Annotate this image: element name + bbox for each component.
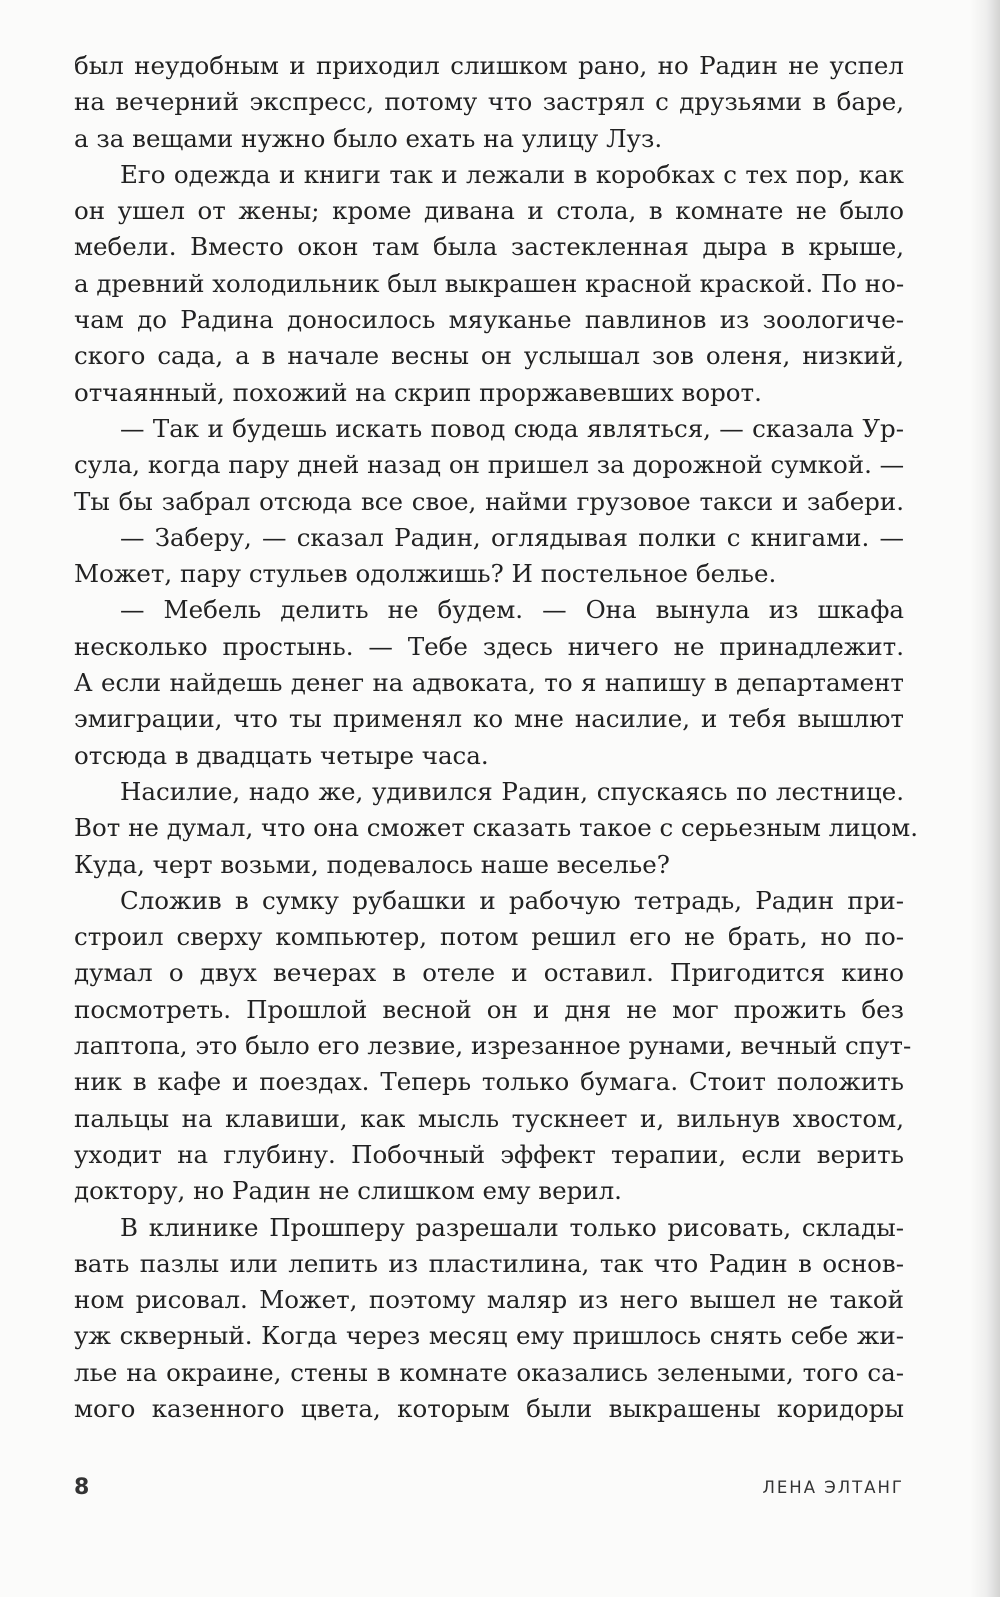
text-line: думал о двух вечерах в отеле и оставил. Пригодится кино [74,958,904,988]
text-line: Вот не думал, что она сможет сказать такое с серьезным лицом. [74,813,919,843]
page-edge-shadow [970,0,1000,1597]
text-line: — Так и будешь искать повод сюда являться, — сказала Ур- [120,413,904,443]
text-line: был неудобным и приходил слишком рано, но Радин не успел [74,51,904,80]
text-line: чам до Радина доносилось мяуканье павлинов из зоологиче- [74,305,904,335]
text-line: А если найдешь денег на адвоката, то я напишу в департамент [74,668,904,698]
text-line: лье на окраине, стены в комнате оказались зелеными, того са- [74,1357,904,1387]
text-line: уходит на глубину. Побочный эффект терапии, если верить [74,1139,904,1169]
text-line: — Заберу, — сказал Радин, оглядывая полки с книгами. — [120,522,904,552]
text-line: а за вещами нужно было ехать на улицу Луз. [74,123,663,153]
text-line: уж скверный. Когда через месяц ему пришлось снять себе жи- [74,1321,904,1351]
text-line: на вечерний экспресс, потому что застрял с друзьями в баре, [74,87,904,117]
text-line: доктору, но Радин не слишком ему верил. [74,1176,622,1206]
text-line: Может, пару стульев одолжишь? И постельное белье. [74,559,777,589]
text-line: Насилие, надо же, удивился Радин, спускаясь по лестнице. [120,776,904,806]
text-line: сула, когда пару дней назад он пришел за дорожной сумкой. — [74,450,905,480]
text-line: строил сверху компьютер, потом решил его не брать, но по- [74,922,904,952]
text-line: а древний холодильник был выкрашен красной краской. По но- [74,268,905,298]
running-head-author: ЛЕНА ЭЛТАНГ [762,1478,904,1497]
text-line: ского сада, а в начале весны он услышал зов оленя, низкий, [74,341,904,371]
text-line: лаптопа, это было его лезвие, изрезанное рунами, вечный спут- [74,1031,912,1061]
page-number: 8 [74,1475,90,1500]
text-line: посмотреть. Прошлой весной он и дня не мог прожить без [74,994,904,1024]
text-line: Сложив в сумку рубашки и рабочую тетрадь, Радин при- [120,885,904,915]
text-line: вать пазлы или лепить из пластилина, так что Радин в основ- [74,1248,904,1278]
text-line: В клинике Прошперу разрешали только рисовать, склады- [120,1212,904,1242]
text-line: эмиграции, что ты применял ко мне насилие, и тебя вышлют [74,704,904,734]
text-line: пальцы на клавиши, как мысль тускнеет и, вильнув хвостом, [74,1103,904,1133]
text-line: ном рисовал. Может, поэтому маляр из него вышел не такой [74,1285,904,1315]
text-line: Его одежда и книги так и лежали в коробках с тех пор, как [120,159,904,189]
text-line: несколько простынь. — Тебе здесь ничего не принадлежит. [74,631,904,661]
text-line: Ты бы забрал отсюда все свое, найми грузовое такси и забери. [74,486,904,516]
text-line: отсюда в двадцать четыре часа. [74,740,489,770]
text-line: Куда, черт возьми, подевалось наше веселье? [74,849,670,879]
text-line: мебели. Вместо окон там была застекленная дыра в крыше, [74,232,904,262]
text-line: он ушел от жены; кроме дивана и стола, в комнате не было [74,196,904,226]
page-footer [74,1475,904,1507]
text-line: мого казенного цвета, которым были выкрашены коридоры [74,1393,904,1423]
text-line: ник в кафе и поездах. Теперь только бумага. Стоит положить [74,1067,904,1097]
body-text [74,48,919,1427]
text-line: отчаянный, похожий на скрип проржавевших ворот. [74,377,762,407]
text-line: — Мебель делить не будем. — Она вынула из шкафа [120,595,904,625]
